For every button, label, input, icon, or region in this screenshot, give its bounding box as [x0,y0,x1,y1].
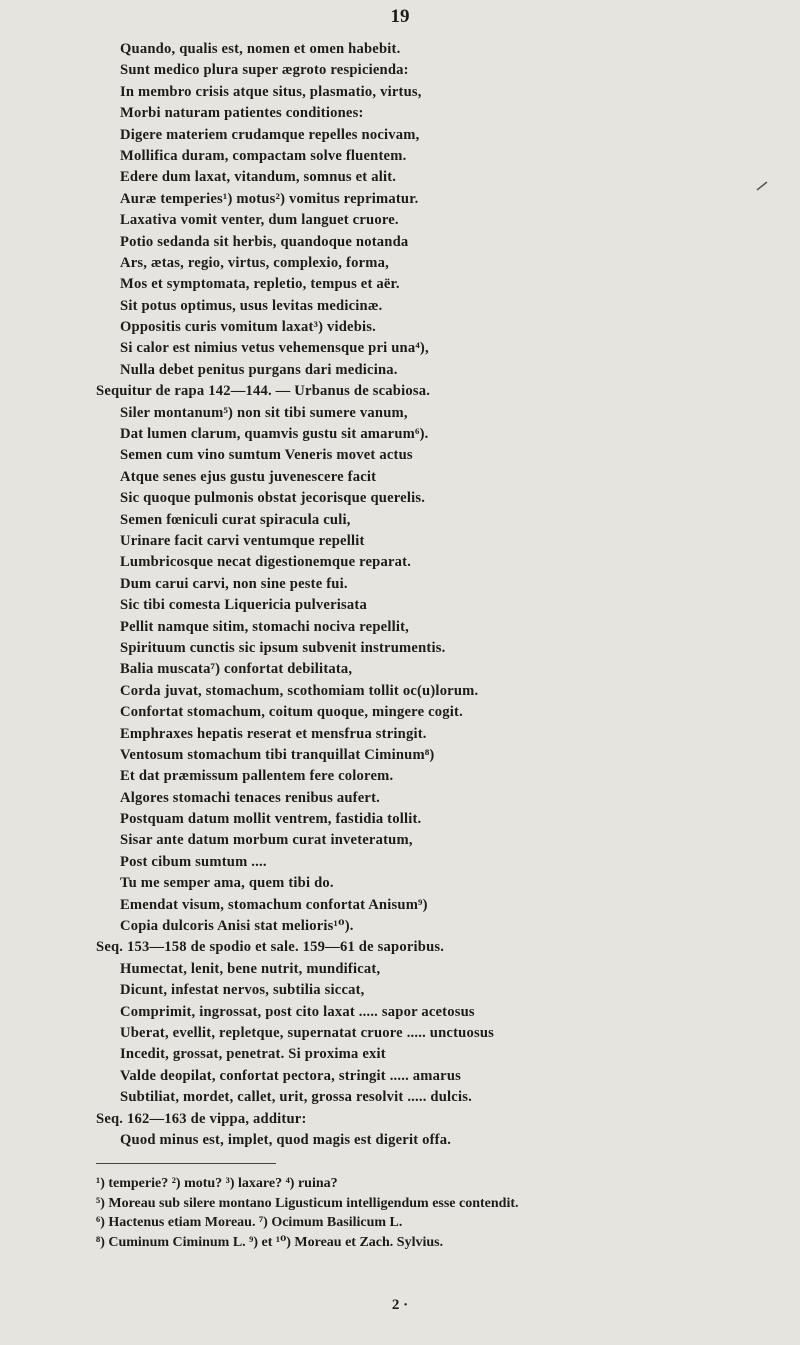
verse-line: Dum carui carvi, non sine peste fui. [120,575,348,592]
footnote-line: ⁵) Moreau sub silere montano Ligusticum intelligendum esse contendit. [96,1195,519,1211]
page-number: 19 [390,6,410,27]
stray-mark [755,180,769,192]
verse-line: Emphraxes hepatis reserat et mensfrua stringit. [120,725,427,742]
verse-line: Digere materiem crudamque repelles nocivam, [120,126,420,143]
verse-line: Semen cum vino sumtum Veneris movet actus [120,447,413,464]
verse-line: In membro crisis atque situs, plasmatio, virtus, [120,83,422,100]
verse-line: Dat lumen clarum, quamvis gustu sit amarum⁶). [120,426,429,443]
verse-line: Et dat præmissum pallentem fere colorem. [120,768,394,785]
verse-line: Mos et symptomata, repletio, tempus et aër. [120,276,400,293]
footnote-line: ⁶) Hactenus etiam Moreau. ⁷) Ocimum Basilicum L. [96,1215,403,1230]
verse-line: Humectat, lenit, bene nutrit, mundificat, [120,960,381,977]
verse-line: Nulla debet penitus purgans dari medicina. [120,361,398,378]
verse-line: Corda juvat, stomachum, scothomiam tollit oc(u)lorum. [120,682,479,699]
verse-line: Subtiliat, mordet, callet, urit, grossa resolvit ..... dulcis. [120,1089,472,1106]
verse-line: Auræ temperies¹) motus²) vomitus reprimatur. [120,190,419,207]
verse-line: Uberat, evellit, repletque, supernatat cruore ..... unctuosus [120,1024,495,1041]
verse-line: Edere dum laxat, vitandum, somnus et alit. [120,169,397,186]
verse-line: Morbi naturam patientes conditiones: [120,105,364,122]
verse-line: Dicunt, infestat nervos, subtilia siccat, [120,982,365,999]
verse-line: Quando, qualis est, nomen et omen habebit. [120,41,401,57]
section-heading: Sequitur de rapa 142—144. — Urbanus de scabiosa. [96,383,431,400]
verse-line: Confortat stomachum, coitum quoque, mingere cogit. [120,704,463,721]
footnote-rule [96,1163,276,1164]
verse-line: Postquam datum mollit ventrem, fastidia tollit. [120,811,422,828]
footnote-line: ¹) temperie? ²) motu? ³) laxare? ⁴) ruina? [96,1176,338,1191]
verse-line: Ventosum stomachum tibi tranquillat Ciminum⁸) [120,746,435,763]
verse-line: Lumbricosque necat digestionemque reparat. [120,554,412,571]
footnotes [0,1174,800,1252]
verse-line: Laxativa vomit venter, dum languet cruore. [120,212,399,229]
verse-line: Tu me semper ama, quem tibi do. [120,875,334,892]
section-heading: Seq. 162—163 de vippa, additur: [96,1110,307,1127]
signature-mark: 2 · [391,1297,409,1313]
verse-line: Semen fœniculi curat spiracula culi, [120,511,351,528]
verse-line: Algores stomachi tenaces renibus aufert. [120,789,380,806]
verse-line: Sunt medico plura super ægroto respicienda: [120,62,409,79]
verse-line: Ars, ætas, regio, virtus, complexio, forma, [120,254,389,271]
verse-line: Sic quoque pulmonis obstat jecorisque querelis. [120,490,426,507]
verse-line: Valde deopilat, confortat pectora, stringit ..... amarus [120,1067,462,1084]
verse-line: Urinare facit carvi ventumque repellit [120,532,365,549]
section-heading: Seq. 153—158 de spodio et sale. 159—61 de saporibus. [96,939,445,956]
verse-line: Sit potus optimus, usus levitas medicinæ. [120,297,383,314]
verse-line: Pellit namque sitim, stomachi nociva repellit, [120,618,410,635]
verse-line: Quod minus est, implet, quod magis est digerit offa. [120,1131,452,1148]
verse-line: Emendat visum, stomachum confortat Anisum⁹) [120,896,428,913]
verse-line: Incedit, grossat, penetrat. Si proxima exit [120,1046,386,1063]
verse-line: Spirituum cunctis sic ipsum subvenit instrumentis. [120,639,446,656]
verse-line: Mollifica duram, compactam solve fluentem. [120,147,407,164]
verse-text [0,39,800,1151]
verse-line: Potio sedanda sit herbis, quandoque notanda [120,233,409,250]
verse-line: Oppositis curis vomitum laxat³) videbis. [120,319,377,336]
verse-line: Si calor est nimius vetus vehemensque pri una⁴), [120,340,429,357]
verse-line: Sisar ante datum morbum curat inveteratum, [120,832,413,849]
footnote-line: ⁸) Cuminum Ciminum L. ⁹) et ¹⁰) Moreau et Zach. Sylvius. [96,1234,444,1250]
verse-line: Siler montanum⁵) non sit tibi sumere vanum, [120,404,408,421]
verse-line: Atque senes ejus gustu juvenescere facit [120,468,377,485]
verse-line: Post cibum sumtum .... [120,853,267,870]
verse-line: Sic tibi comesta Liquericia pulverisata [120,597,367,614]
verse-line: Copia dulcoris Anisi stat melioris¹⁰). [120,918,354,935]
verse-line: Balia muscata⁷) confortat debilitata, [120,661,353,678]
verse-line: Comprimit, ingrossat, post cito laxat ..... sapor acetosus [120,1003,475,1020]
